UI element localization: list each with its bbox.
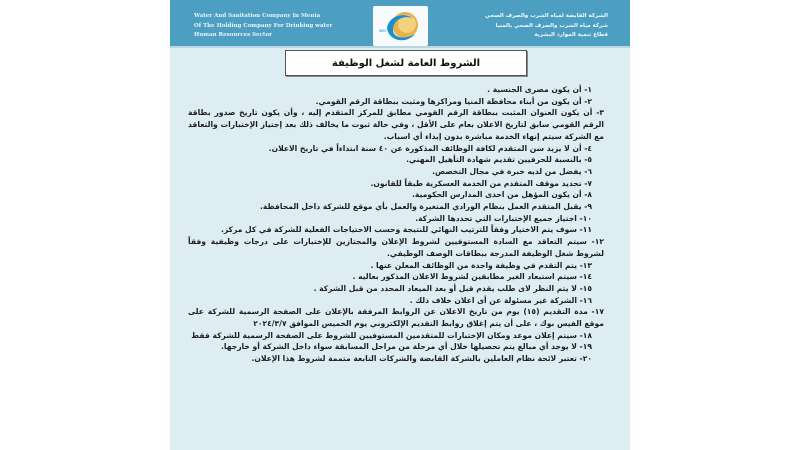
list-item: ١٠- اجتياز جميع الإختبارات التي تحددها الشركة.: [415, 213, 592, 223]
arabic-company-name: [485, 12, 608, 41]
document-title: الشروط العامة لشغل الوظيفة: [285, 50, 527, 76]
list-item: ١٧- مدة التقديم (١٥) يوم من تاريخ الاعلان عن الروابط المرفقة بالإعلان على الصفحة الرسمية للشركة على موقع الفيس بوك ، على أن يتم إغلاق روابط التقديم الإلكتروني يوم الخميس الموافق ٢٠٢٤/٣/٧: [188, 307, 604, 329]
english-line: Water And Sanitation Company In Menia: [194, 13, 321, 19]
arabic-line: قطاع تنمية الموارد البشرية: [534, 32, 608, 38]
list-item: ٢- أن يكون من أبناء محافظة المنيا ومراكزها ومثبت ببطاقة الرقم القومي.: [315, 96, 592, 106]
list-item: ٤- أن لا يزيد سن المتقدم لكافة الوظائف المذكورة عن ٤٠ سنة ابتداءاً في تاريخ الاعلان.: [268, 143, 592, 153]
list-item: ١٢- سيتم التعاقد مع السادة المستوفيين لشروط الإعلان والمجتازين للإختبارات على درجات وظيفية وفقاً لشروط شغل الوظيفة المدرجة ببطاقات الوصف الوظيفي.: [188, 237, 604, 258]
list-item: ١- أن يكون مصرى الجنسية .: [487, 85, 592, 94]
english-line: Of The Holding Company For Drinking water: [194, 22, 333, 29]
list-item: ٥- بالنسبة للحرفيين تقديم شهادة التأهيل المهني.: [406, 155, 592, 165]
list-item: ٩- يقبل المتقدم العمل بنظام الورادي المتغيرة والعمل بأي موقع للشركة داخل المحافظة.: [260, 202, 592, 212]
svg-text:wsc: wsc: [379, 28, 387, 33]
conditions-list: [188, 84, 604, 365]
list-item: ١٩- لا يوجد أي مبالغ يتم تحصيلها خلال أي مرحلة من مراحل المسابقة سواء داخل الشركة أو خارجها.: [220, 342, 592, 352]
english-company-name: [194, 12, 332, 41]
list-item: ٣- أن يكون العنوان المثبت ببطاقة الرقم القومي مطابق للمركز المتقدم إليه ، وأن يكون تاريخ صدور بطاقة الرقم القومي سابق لتاريخ الاعلان بعام على الأقل ، وفي حالة ثبوت ما يخالف ذلك بعد إجتياز الإختبارات والتعاقد مع الشركة سيتم إنهاء الخدمة مباشرة بدون إبداء أي اسباب.: [188, 108, 604, 141]
list-item: ١١- سوف يتم الاختيار وفقاً للترتيب النهائي للنتيجة وحسب الاحتياجات الفعلية للشركة في كل مركز.: [220, 225, 592, 235]
list-item: ١٥- لا يتم النظر لاى طلب يقدم قبل أو بعد الميعاد المحدد من قبل الشركة .: [313, 283, 592, 293]
arabic-line: شركة مياه الشرب والصرف الصحي بالمنيا: [495, 22, 608, 29]
list-item: ١٦- الشركة غير مسئولة عن أى اعلان خلاف ذلك .: [409, 295, 592, 305]
english-line: Human Resources Sector: [194, 32, 273, 38]
list-item: ٢٠- تعتبر لائحة نظام العاملين بالشركة القابضة والشركات التابعة متممة لشروط هذا الإعلان.: [251, 354, 592, 364]
list-item: ٦- يفضل من لديه خبرة في مجال التخصص.: [432, 166, 592, 176]
list-item: ١٣- يتم التقدم في وظيفة واحدة من الوظائف المعلن عنها .: [370, 260, 592, 270]
document-page: [170, 0, 630, 450]
list-item: ١٤- سيتم استبعاد الغير مطابقين لشروط الاعلان المذكور بعاليه .: [352, 272, 592, 282]
arabic-line: الشركة القابضة لمياه الشرب والصرف الصحي: [484, 13, 608, 19]
letterhead: [170, 0, 630, 48]
list-item: ٨- أن يكون المؤهل من احدى المدارس الحكومية.: [412, 190, 592, 200]
list-item: ٧- تحديد موقف المتقدم من الخدمة العسكرية طبقاً للقانون.: [370, 178, 592, 188]
list-item: ١٨- سيتم إعلان موعد ومكان الإختبارات للمتقدمين المستوفيين للشروط على الصفحة الرسمية للشركة فقط: [191, 330, 592, 340]
water-drop-logo-icon: [373, 6, 428, 46]
